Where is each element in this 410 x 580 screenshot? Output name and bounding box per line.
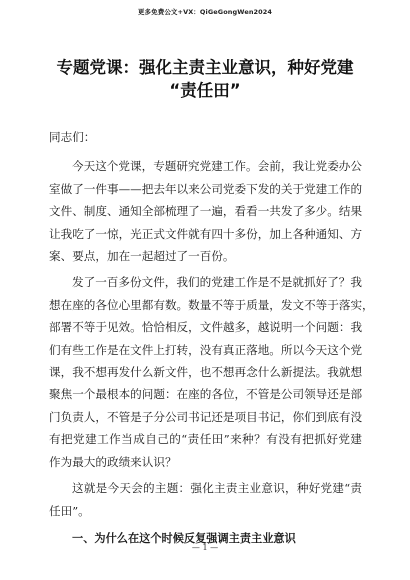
page-number: — 1 — — [191, 543, 219, 552]
paragraph-line: 部署不等于见效。恰恰相反，文件越多，越说明一个问题：我 — [49, 320, 363, 335]
paragraph-2 — [49, 271, 374, 473]
paragraph-line: 室做了一件事——把去年以来公司党委下发的关于党建工作的 — [49, 181, 363, 196]
document-title — [40, 56, 370, 102]
paragraph-line: 让我吃了一惊，光正式文件就有四十多份，加上各种通知、方 — [49, 226, 363, 241]
paragraph-line: 聚焦一个最根本的问题：在座的各位，不管是公司领导还是部 — [49, 387, 363, 402]
paragraph-line: 课，我不想再发什么新文件，也不想再念什么新提法。我就想 — [49, 365, 363, 380]
paragraph-line: 发了一百多份文件，我们的党建工作是不是就抓好了？我 — [72, 275, 362, 290]
document-body — [49, 126, 374, 550]
paragraph-line: 这就是今天会的主题：强化主责主业意识，种好党建“责 — [72, 481, 362, 496]
paragraph-1 — [49, 155, 362, 267]
header-note: 更多免费公文+VX：QiGeGongWen2024 — [137, 8, 273, 16]
paragraph-line: 今天这个党课，专题研究党建工作。会前，我让党委办公 — [72, 159, 362, 174]
title-line-1: 专题党课：强化主责主业意识，种好党建 — [56, 58, 354, 77]
paragraph-line: 想在座的各位心里都有数。数量不等于质量，发文不等于落实， — [49, 297, 374, 312]
paragraph-line: 门负责人，不管是子分公司书记还是项目书记，你们到底有没 — [49, 409, 363, 424]
paragraph-line: 文件、制度、通知全部梳理了一遍，看看一共发了多少。结果 — [49, 204, 363, 219]
salutation: 同志们： — [49, 130, 96, 144]
paragraph-3 — [49, 477, 362, 522]
title-line-2: “责任田” — [169, 81, 241, 100]
paragraph-line: 们有些工作是在文件上打转，没有真正落地。所以今天这个党 — [49, 342, 363, 357]
paragraph-line: 作为最大的政绩来认识？ — [49, 454, 177, 469]
paragraph-line: 案、要点，加在一起超过了一百份。 — [49, 249, 235, 264]
paragraph-line: 有把党建工作当成自己的“责任田”来种？有没有把抓好党建 — [49, 432, 362, 447]
section-heading: 一、为什么在这个时候反复强调主责主业意识 — [72, 531, 296, 545]
paragraph-line: 任田”。 — [49, 503, 90, 518]
